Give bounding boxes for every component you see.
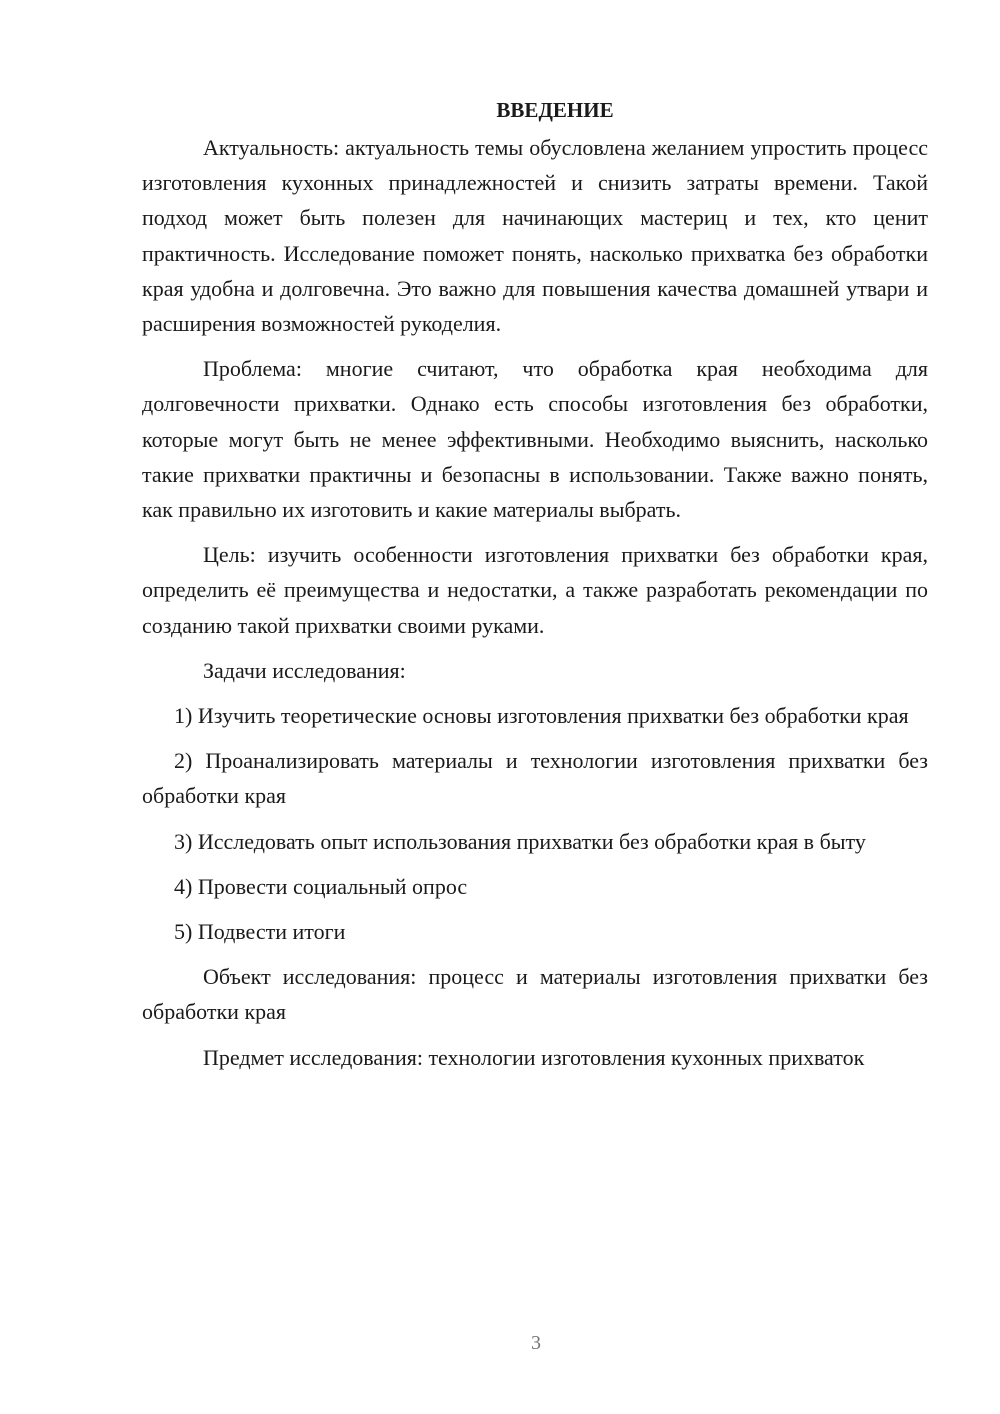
page-number: 3 [531,1332,541,1354]
goal-paragraph: Цель: изучить особенности изготовления прихватки без обработки края, определить её преимущества и недостатки, а также разработать рекомендации по созданию такой прихватки своими руками. [142,542,928,638]
subject-paragraph: Предмет исследования: технологии изготовления кухонных прихваток [203,1044,865,1070]
relevance-paragraph: Актуальность: актуальность темы обусловлена желанием упростить процесс изготовления кухонных принадлежностей и снизить затраты времени. Такой подход может быть полезен для начинающих мастериц и тех, кто ценит практичность. Исследование поможет понять, насколько прихватка без обработки края удобна и долговечна. Это важно для повышения качества домашней утвари и расширения возможностей рукоделия. [142,135,928,337]
document-page [142,92,928,1085]
object-paragraph: Объект исследования: процесс и материалы изготовления прихватки без обработки края [142,964,928,1025]
task-item: 2) Проанализировать материалы и технологии изготовления прихватки без обработки края [142,748,928,809]
section-heading: ВВЕДЕНИЕ [496,98,614,122]
task-item: 3) Исследовать опыт использования прихватки без обработки края в быту [174,828,866,854]
tasks-title: Задачи исследования: [203,657,406,683]
task-item: 1) Изучить теоретические основы изготовления прихватки без обработки края [174,703,909,729]
task-item: 5) Подвести итоги [174,919,346,945]
task-item: 4) Провести социальный опрос [174,873,468,899]
problem-paragraph: Проблема: многие считают, что обработка края необходима для долговечности прихватки. Однако есть способы изготовления без обработки, которые могут быть не менее эффективными. Необходимо выяснить, насколько такие прихватки практичны и безопасны в использовании. Также важно понять, как правильно их изготовить и какие материалы выбрать. [142,356,928,523]
